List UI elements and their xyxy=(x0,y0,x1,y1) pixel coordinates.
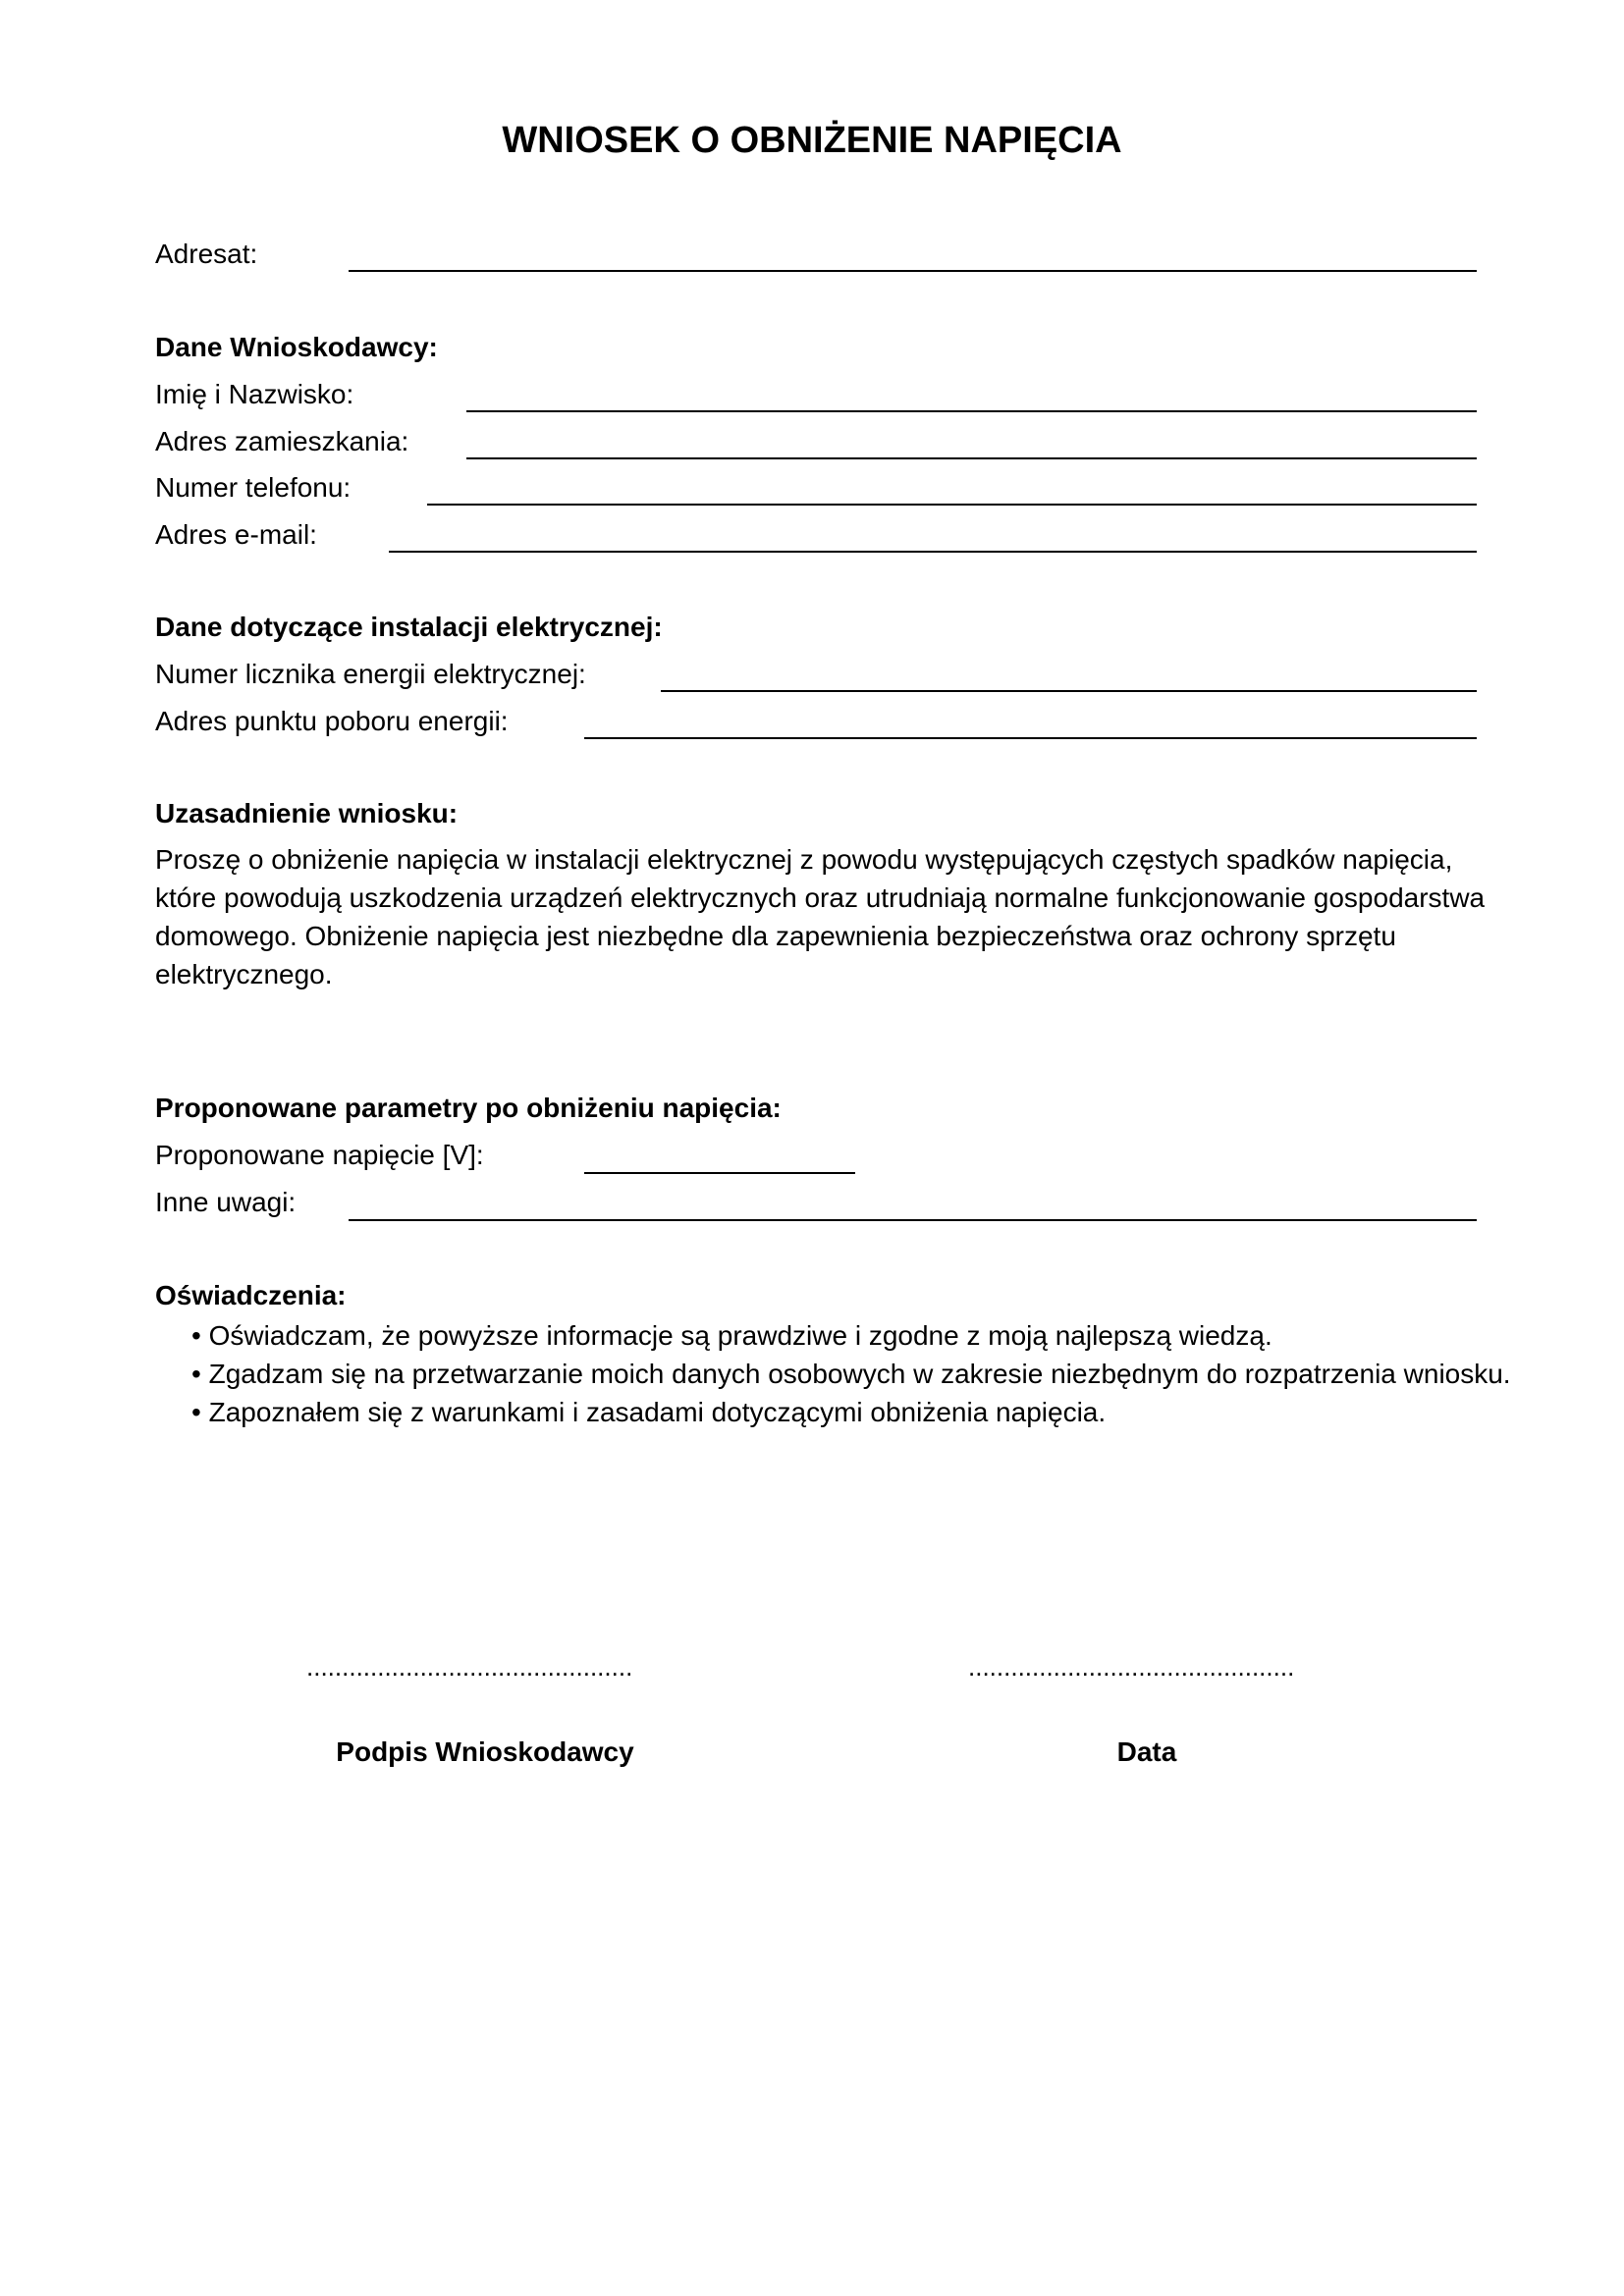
email-label: Adres e-mail: xyxy=(155,519,317,550)
meter-label: Numer licznika energii elektrycznej: xyxy=(155,659,586,689)
statement-item: • Zapoznałem się z warunkami i zasadami dotyczącymi obniżenia napięcia. xyxy=(191,1393,1511,1431)
point-label: Adres punktu poboru energii: xyxy=(155,706,509,736)
signature-caption: Podpis Wnioskodawcy xyxy=(336,1736,634,1767)
voltage-label: Proponowane napięcie [V]: xyxy=(155,1140,484,1170)
point-fill-line[interactable] xyxy=(584,737,1477,739)
parameters-heading: Proponowane parametry po obniżeniu napięcia: xyxy=(155,1093,782,1123)
statement-item: • Zgadzam się na przetwarzanie moich danych osobowych w zakresie niezbędnym do rozpatrzenia wniosku. xyxy=(191,1355,1511,1393)
installation-heading: Dane dotyczące instalacji elektrycznej: xyxy=(155,612,663,642)
remarks-label: Inne uwagi: xyxy=(155,1187,297,1217)
email-fill-line[interactable] xyxy=(389,551,1477,553)
remarks-fill-line[interactable] xyxy=(349,1219,1477,1221)
name-label: Imię i Nazwisko: xyxy=(155,379,354,409)
phone-label: Numer telefonu: xyxy=(155,472,352,503)
date-caption: Data xyxy=(1116,1736,1177,1767)
name-fill-line[interactable] xyxy=(466,410,1477,412)
address-fill-line[interactable] xyxy=(466,457,1477,459)
address-label: Adres zamieszkania: xyxy=(155,426,409,456)
statements-heading: Oświadczenia: xyxy=(155,1280,347,1310)
justification-paragraph xyxy=(155,840,1500,993)
phone-fill-line[interactable] xyxy=(427,504,1477,506)
meter-fill-line[interactable] xyxy=(661,690,1477,692)
statement-item: • Oświadczam, że powyższe informacje są prawdziwe i zgodne z moją najlepszą wiedzą. xyxy=(191,1316,1511,1355)
date-dotted-line[interactable]: .............................................. xyxy=(968,1652,1295,1682)
justification-text: Proszę o obniżenie napięcia w instalacji elektrycznej z powodu występujących częstych spadków napięcia, które powodują uszkodzenia urządzeń elektrycznych oraz utrudniają normalne funkcjonowanie gospodarstwa domowego. Obniżenie napięcia jest niezbędne dla zapewnienia bezpieczeństwa oraz ochrony sprzętu elektrycznego. xyxy=(155,844,1486,989)
justification-heading: Uzasadnienie wniosku: xyxy=(155,798,459,828)
applicant-heading: Dane Wnioskodawcy: xyxy=(155,332,438,362)
addressee-fill-line[interactable] xyxy=(349,270,1477,272)
statements-list xyxy=(191,1316,1511,1431)
voltage-fill-line[interactable] xyxy=(584,1172,855,1174)
signature-dotted-line[interactable]: .............................................. xyxy=(306,1652,633,1682)
addressee-label: Adresat: xyxy=(155,239,258,269)
document-title: WNIOSEK O OBNIŻENIE NAPIĘCIA xyxy=(502,120,1122,161)
